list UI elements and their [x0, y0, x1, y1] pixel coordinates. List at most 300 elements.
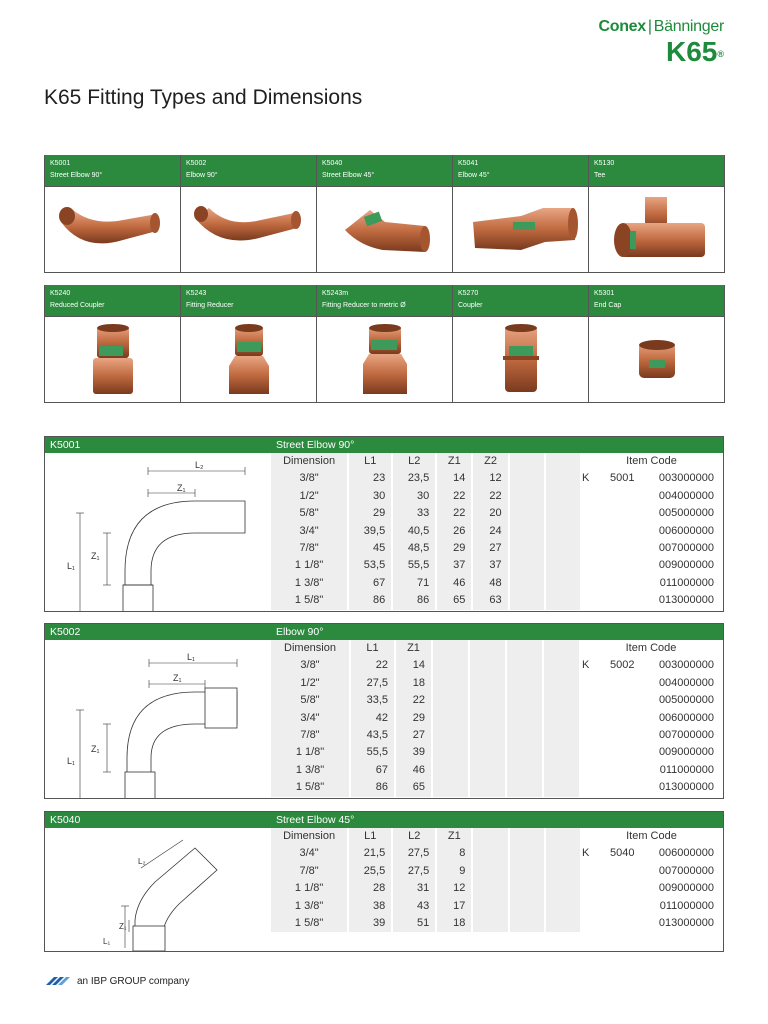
- item-code-cell: [582, 470, 721, 487]
- product-card: [589, 285, 725, 402]
- product-name: End Cap: [594, 302, 622, 309]
- table-data-grid: [271, 828, 723, 932]
- product-code: K5041: [458, 160, 479, 167]
- value-column: [349, 828, 391, 932]
- product-photo-fitting-reducer-metric: [317, 316, 452, 402]
- table-header: [45, 624, 723, 640]
- table-cell: [473, 880, 507, 897]
- table-cell: 46: [412, 763, 425, 776]
- table-cell: [544, 692, 579, 709]
- item-prefix: [582, 898, 610, 915]
- item-code: 007000000: [658, 864, 714, 877]
- value-column: [351, 640, 394, 797]
- table-cell: 8: [459, 847, 466, 860]
- value-column: [349, 453, 391, 610]
- product-name: Elbow 90°: [186, 172, 218, 179]
- table-cell: [473, 898, 507, 915]
- product-name: Reduced Coupler: [50, 302, 105, 309]
- table-cell: [510, 863, 544, 880]
- table-cell: 33,5: [366, 694, 388, 707]
- table-cell: 7/8": [299, 541, 319, 554]
- table-cell: 29: [372, 507, 386, 520]
- item-code-cell: [581, 657, 721, 674]
- table-cell: 23,5: [407, 472, 430, 485]
- product-photo-elbow-90: [181, 186, 316, 272]
- column-header: [433, 640, 468, 657]
- table-cell: [546, 592, 580, 609]
- table-cell: 18: [453, 916, 466, 929]
- item-prefix: [582, 692, 610, 709]
- table-cell: 63: [489, 594, 502, 607]
- column-header: Item Code: [625, 642, 677, 654]
- table-cell: 7/8": [299, 864, 319, 877]
- item-series: [610, 557, 648, 574]
- table-cell: 14: [453, 472, 466, 485]
- column-header: [470, 640, 505, 657]
- product-name: Fitting Reducer to metric Ø: [322, 302, 406, 309]
- item-code-cell: [582, 863, 721, 880]
- table-cell: [433, 657, 468, 674]
- table-cell: [433, 744, 468, 761]
- item-prefix: K: [581, 472, 590, 485]
- item-prefix: [582, 863, 610, 880]
- product-name: Elbow 45°: [458, 172, 490, 179]
- product-card: [181, 155, 317, 272]
- diagram-street-elbow-90: [45, 453, 271, 616]
- table-cell: [546, 488, 580, 505]
- table-cell: 21,5: [363, 847, 386, 860]
- table-cell: [433, 762, 468, 779]
- diagram-street-elbow-45: [45, 828, 271, 956]
- item-code: 005000000: [658, 507, 714, 520]
- table-cell: [546, 845, 580, 862]
- table-cell: [510, 845, 544, 862]
- column-header: Item Code: [626, 455, 677, 467]
- product-photo-elbow-45: [453, 186, 588, 272]
- table-name: Street Elbow 90°: [276, 439, 355, 451]
- table-cell: [510, 557, 544, 574]
- column-header: Z1: [447, 830, 461, 842]
- product-code: K5240: [50, 290, 71, 297]
- table-cell: 25,5: [363, 864, 386, 877]
- item-code: 013000000: [658, 594, 714, 607]
- product-photo-coupler: [453, 316, 588, 402]
- column-header: [510, 828, 544, 845]
- item-code: 013000000: [658, 916, 714, 929]
- table-cell: [473, 845, 507, 862]
- item-code: 013000000: [658, 781, 714, 794]
- table-cell: 3/4": [299, 847, 319, 860]
- item-prefix: [582, 675, 610, 692]
- table-cell: 65: [412, 781, 425, 794]
- item-code: 003000000: [658, 472, 714, 485]
- item-code: 009000000: [658, 559, 714, 572]
- table-cell: 20: [489, 507, 502, 520]
- table-cell: 28: [372, 882, 386, 895]
- product-card: [181, 285, 317, 402]
- product-code: K5001: [50, 160, 71, 167]
- product-name: Street Elbow 90°: [50, 172, 103, 179]
- table-cell: 27,5: [366, 676, 388, 689]
- table-cell: 1 1/8": [294, 559, 324, 572]
- table-cell: 86: [375, 781, 388, 794]
- item-series: [610, 692, 648, 709]
- table-cell: 7/8": [300, 728, 320, 741]
- table-data-grid: [271, 640, 723, 797]
- product-code: K5301: [594, 290, 615, 297]
- table-cell: [433, 710, 468, 727]
- value-column: [437, 828, 471, 932]
- table-cell: 12: [489, 472, 502, 485]
- table-cell: 27,5: [407, 847, 430, 860]
- table-name: Street Elbow 45°: [276, 814, 355, 826]
- item-code: 006000000: [658, 847, 714, 860]
- item-prefix: [582, 523, 610, 540]
- dim-label-l2: L₂: [195, 460, 204, 470]
- item-code-cell: [581, 675, 721, 692]
- table-cell: 48: [489, 576, 502, 589]
- brand-logo: Conex | Bänninger K65®: [598, 18, 724, 67]
- table-cell: [544, 762, 579, 779]
- table-cell: 22: [453, 489, 466, 502]
- table-cell: 5/8": [299, 507, 319, 520]
- table-cell: 3/4": [300, 711, 320, 724]
- item-code: 006000000: [658, 711, 714, 724]
- dimension-column: [271, 828, 347, 932]
- item-code: 003000000: [658, 659, 714, 672]
- table-cell: 24: [489, 524, 502, 537]
- dim-label-l1: L₁: [67, 561, 76, 571]
- table-name: Elbow 90°: [276, 626, 324, 638]
- item-code-cell: [581, 744, 721, 761]
- table-cell: [510, 523, 544, 540]
- table-cell: 37: [489, 559, 502, 572]
- item-code-cell: [582, 540, 721, 557]
- column-header: Dimension: [283, 830, 336, 842]
- product-card: [45, 155, 181, 272]
- item-prefix: [582, 505, 610, 522]
- table-cell: [546, 523, 580, 540]
- table-cell: [433, 779, 468, 796]
- column-header: [510, 453, 544, 470]
- table-cell: 3/8": [299, 472, 319, 485]
- brand-company2: Bänninger: [653, 18, 724, 35]
- product-photo-street-elbow-90: [45, 186, 180, 272]
- item-code-cell: [581, 762, 721, 779]
- table-cell: 55,5: [366, 746, 388, 759]
- table-cell: 1 5/8": [294, 916, 324, 929]
- item-prefix: [582, 779, 610, 796]
- item-code: 004000000: [658, 489, 714, 502]
- table-cell: 5/8": [300, 694, 320, 707]
- product-card: [453, 285, 589, 402]
- table-cell: [546, 880, 580, 897]
- dim-label-l1-top: L₁: [187, 652, 196, 662]
- product-name: Tee: [594, 172, 606, 179]
- item-prefix: [582, 727, 610, 744]
- table-cell: 27: [412, 728, 425, 741]
- value-column: [393, 828, 435, 932]
- table-cell: [473, 863, 507, 880]
- item-prefix: [582, 710, 610, 727]
- item-code-cell: [582, 575, 721, 592]
- table-cell: 39,5: [363, 524, 386, 537]
- item-code-cell: [582, 505, 721, 522]
- table-cell: [510, 898, 544, 915]
- item-series: [610, 675, 648, 692]
- item-prefix: [582, 540, 610, 557]
- page-title: K65 Fitting Types and Dimensions: [44, 86, 363, 109]
- item-series: [610, 488, 648, 505]
- table-cell: [507, 727, 542, 744]
- table-cell: 29: [453, 541, 466, 554]
- table-cell: [470, 762, 505, 779]
- item-code-column: [582, 453, 721, 610]
- table-cell: 43: [416, 899, 430, 912]
- item-code: 006000000: [658, 524, 714, 537]
- table-cell: [544, 779, 579, 796]
- column-header: [546, 453, 580, 470]
- table-cell: [470, 727, 505, 744]
- table-code: K5001: [50, 439, 81, 451]
- item-series: [610, 540, 648, 557]
- item-code: 009000000: [658, 882, 714, 895]
- blank-column: [507, 640, 542, 797]
- product-code: K5002: [186, 160, 207, 167]
- dim-label-z1-top: Z₁: [177, 483, 186, 493]
- product-card: [45, 285, 181, 402]
- dim-label-z1: Z₁: [119, 922, 127, 931]
- dim-label-l1: L₁: [103, 937, 111, 946]
- table-header: [45, 437, 723, 453]
- blank-column: [546, 453, 580, 610]
- column-header: [507, 640, 542, 657]
- product-code: K5130: [594, 160, 615, 167]
- item-series: [610, 710, 648, 727]
- product-card: [317, 155, 453, 272]
- dimension-column: [271, 640, 349, 797]
- column-header: [473, 828, 507, 845]
- column-header: [546, 828, 580, 845]
- table-cell: [546, 915, 580, 932]
- product-grid-row-1: [44, 155, 725, 273]
- product-photo-tee: [589, 186, 724, 272]
- table-cell: 43,5: [366, 728, 388, 741]
- table-cell: 22: [453, 507, 466, 520]
- table-cell: 12: [453, 882, 466, 895]
- table-cell: 38: [372, 899, 386, 912]
- footer: [44, 975, 189, 987]
- item-series: 5040: [609, 847, 635, 860]
- table-cell: [433, 727, 468, 744]
- table-cell: 1 3/8": [295, 763, 325, 776]
- table-cell: 37: [453, 559, 466, 572]
- table-k5001: [44, 436, 724, 612]
- footer-text: an IBP GROUP company: [77, 975, 190, 987]
- item-code: 011000000: [659, 899, 714, 912]
- table-cell: [510, 880, 544, 897]
- value-column: [393, 453, 435, 610]
- item-code-cell: [582, 523, 721, 540]
- table-cell: 48,5: [407, 541, 430, 554]
- item-code-cell: [582, 592, 721, 609]
- column-header: Z1: [407, 642, 420, 654]
- dim-label-z1-side: Z₁: [91, 551, 100, 561]
- table-cell: [507, 675, 542, 692]
- table-cell: 86: [416, 594, 430, 607]
- table-cell: 51: [416, 916, 430, 929]
- table-cell: 27: [489, 541, 502, 554]
- table-cell: 65: [453, 594, 466, 607]
- brand-company1: Conex: [598, 18, 646, 35]
- product-code: K5243: [186, 290, 207, 297]
- item-series: [610, 880, 648, 897]
- table-cell: 1/2": [300, 676, 320, 689]
- product-card: [317, 285, 453, 402]
- item-code-cell: [581, 710, 721, 727]
- table-k5040: [44, 811, 724, 952]
- column-header: L1: [364, 455, 377, 467]
- item-code: 009000000: [658, 746, 714, 759]
- brand-product: K65: [665, 36, 718, 67]
- brand-reg: ®: [717, 49, 724, 59]
- table-cell: 3/8": [300, 659, 320, 672]
- table-cell: 14: [412, 659, 425, 672]
- table-cell: [544, 675, 579, 692]
- column-header: Dimension: [283, 455, 336, 467]
- item-code: 011000000: [659, 763, 714, 776]
- table-cell: [507, 779, 542, 796]
- item-code-cell: [581, 692, 721, 709]
- table-cell: 31: [416, 882, 430, 895]
- item-prefix: [582, 592, 610, 609]
- column-header: Z1: [447, 455, 461, 467]
- table-cell: 3/4": [299, 524, 319, 537]
- table-cell: [544, 727, 579, 744]
- table-cell: [510, 915, 544, 932]
- blank-column: [546, 828, 580, 932]
- column-header: Dimension: [284, 642, 336, 654]
- product-card: [589, 155, 725, 272]
- table-cell: 9: [459, 864, 466, 877]
- table-cell: [470, 657, 505, 674]
- item-code-cell: [581, 779, 721, 796]
- table-cell: 42: [375, 711, 388, 724]
- table-cell: 46: [453, 576, 466, 589]
- item-series: [610, 592, 648, 609]
- table-cell: 22: [412, 694, 425, 707]
- table-cell: 39: [412, 746, 425, 759]
- column-header: Item Code: [626, 830, 677, 842]
- table-cell: 86: [372, 594, 386, 607]
- table-cell: 39: [372, 916, 386, 929]
- blank-column: [473, 828, 507, 932]
- value-column: [473, 453, 507, 610]
- item-code-column: [581, 640, 721, 797]
- table-cell: [546, 470, 580, 487]
- product-name: Street Elbow 45°: [322, 172, 375, 179]
- item-code-cell: [582, 488, 721, 505]
- blank-column: [470, 640, 505, 797]
- table-cell: [510, 540, 544, 557]
- table-cell: 1 3/8": [294, 576, 324, 589]
- table-cell: [470, 675, 505, 692]
- column-header: [544, 640, 579, 657]
- item-code: 007000000: [658, 541, 714, 554]
- table-k5002: [44, 623, 724, 799]
- table-cell: [507, 762, 542, 779]
- item-series: [610, 779, 648, 796]
- item-series: [610, 915, 648, 932]
- item-prefix: [582, 880, 610, 897]
- table-cell: 71: [416, 576, 430, 589]
- column-header: L1: [366, 642, 379, 654]
- dim-label-l1: L₁: [67, 756, 76, 766]
- column-header: L2: [408, 455, 421, 467]
- table-cell: 30: [372, 489, 386, 502]
- table-cell: 67: [375, 763, 388, 776]
- product-name: Coupler: [458, 302, 483, 309]
- table-code: K5002: [50, 626, 81, 638]
- table-cell: [510, 575, 544, 592]
- table-cell: 1 3/8": [294, 899, 324, 912]
- table-cell: 45: [372, 541, 386, 554]
- value-column: [437, 453, 471, 610]
- product-photo-fitting-reducer: [181, 316, 316, 402]
- table-cell: [544, 657, 579, 674]
- item-prefix: [582, 557, 610, 574]
- product-grid-row-2: [44, 285, 725, 403]
- item-code-cell: [582, 880, 721, 897]
- table-cell: [507, 744, 542, 761]
- diagram-elbow-90: [45, 640, 271, 803]
- item-prefix: [582, 575, 610, 592]
- dim-label-z1-side: Z₁: [91, 744, 100, 754]
- table-cell: [507, 657, 542, 674]
- item-series: [610, 744, 648, 761]
- item-prefix: K: [581, 847, 590, 860]
- product-code: K5270: [458, 290, 479, 297]
- table-cell: 1 1/8": [294, 882, 324, 895]
- item-code-cell: [581, 727, 721, 744]
- table-cell: [473, 915, 507, 932]
- item-series: 5001: [609, 472, 635, 485]
- table-cell: [470, 710, 505, 727]
- item-series: [610, 727, 648, 744]
- item-series: 5002: [610, 659, 635, 672]
- table-cell: [470, 692, 505, 709]
- item-code-cell: [582, 845, 721, 862]
- item-code-column: [582, 828, 721, 932]
- table-data-grid: [271, 453, 723, 610]
- item-code: 005000000: [658, 694, 714, 707]
- blank-column: [510, 453, 544, 610]
- column-header: L2: [408, 830, 421, 842]
- item-series: [610, 863, 648, 880]
- table-cell: 26: [453, 524, 466, 537]
- item-prefix: [582, 915, 610, 932]
- item-code-cell: [582, 915, 721, 932]
- item-series: [610, 762, 648, 779]
- table-cell: 29: [412, 711, 425, 724]
- blank-column: [544, 640, 579, 797]
- table-cell: 67: [372, 576, 386, 589]
- value-column: [396, 640, 431, 797]
- table-cell: 1 5/8": [294, 594, 324, 607]
- product-photo-end-cap: [589, 316, 724, 402]
- table-cell: 40,5: [407, 524, 430, 537]
- table-code: K5040: [50, 814, 81, 826]
